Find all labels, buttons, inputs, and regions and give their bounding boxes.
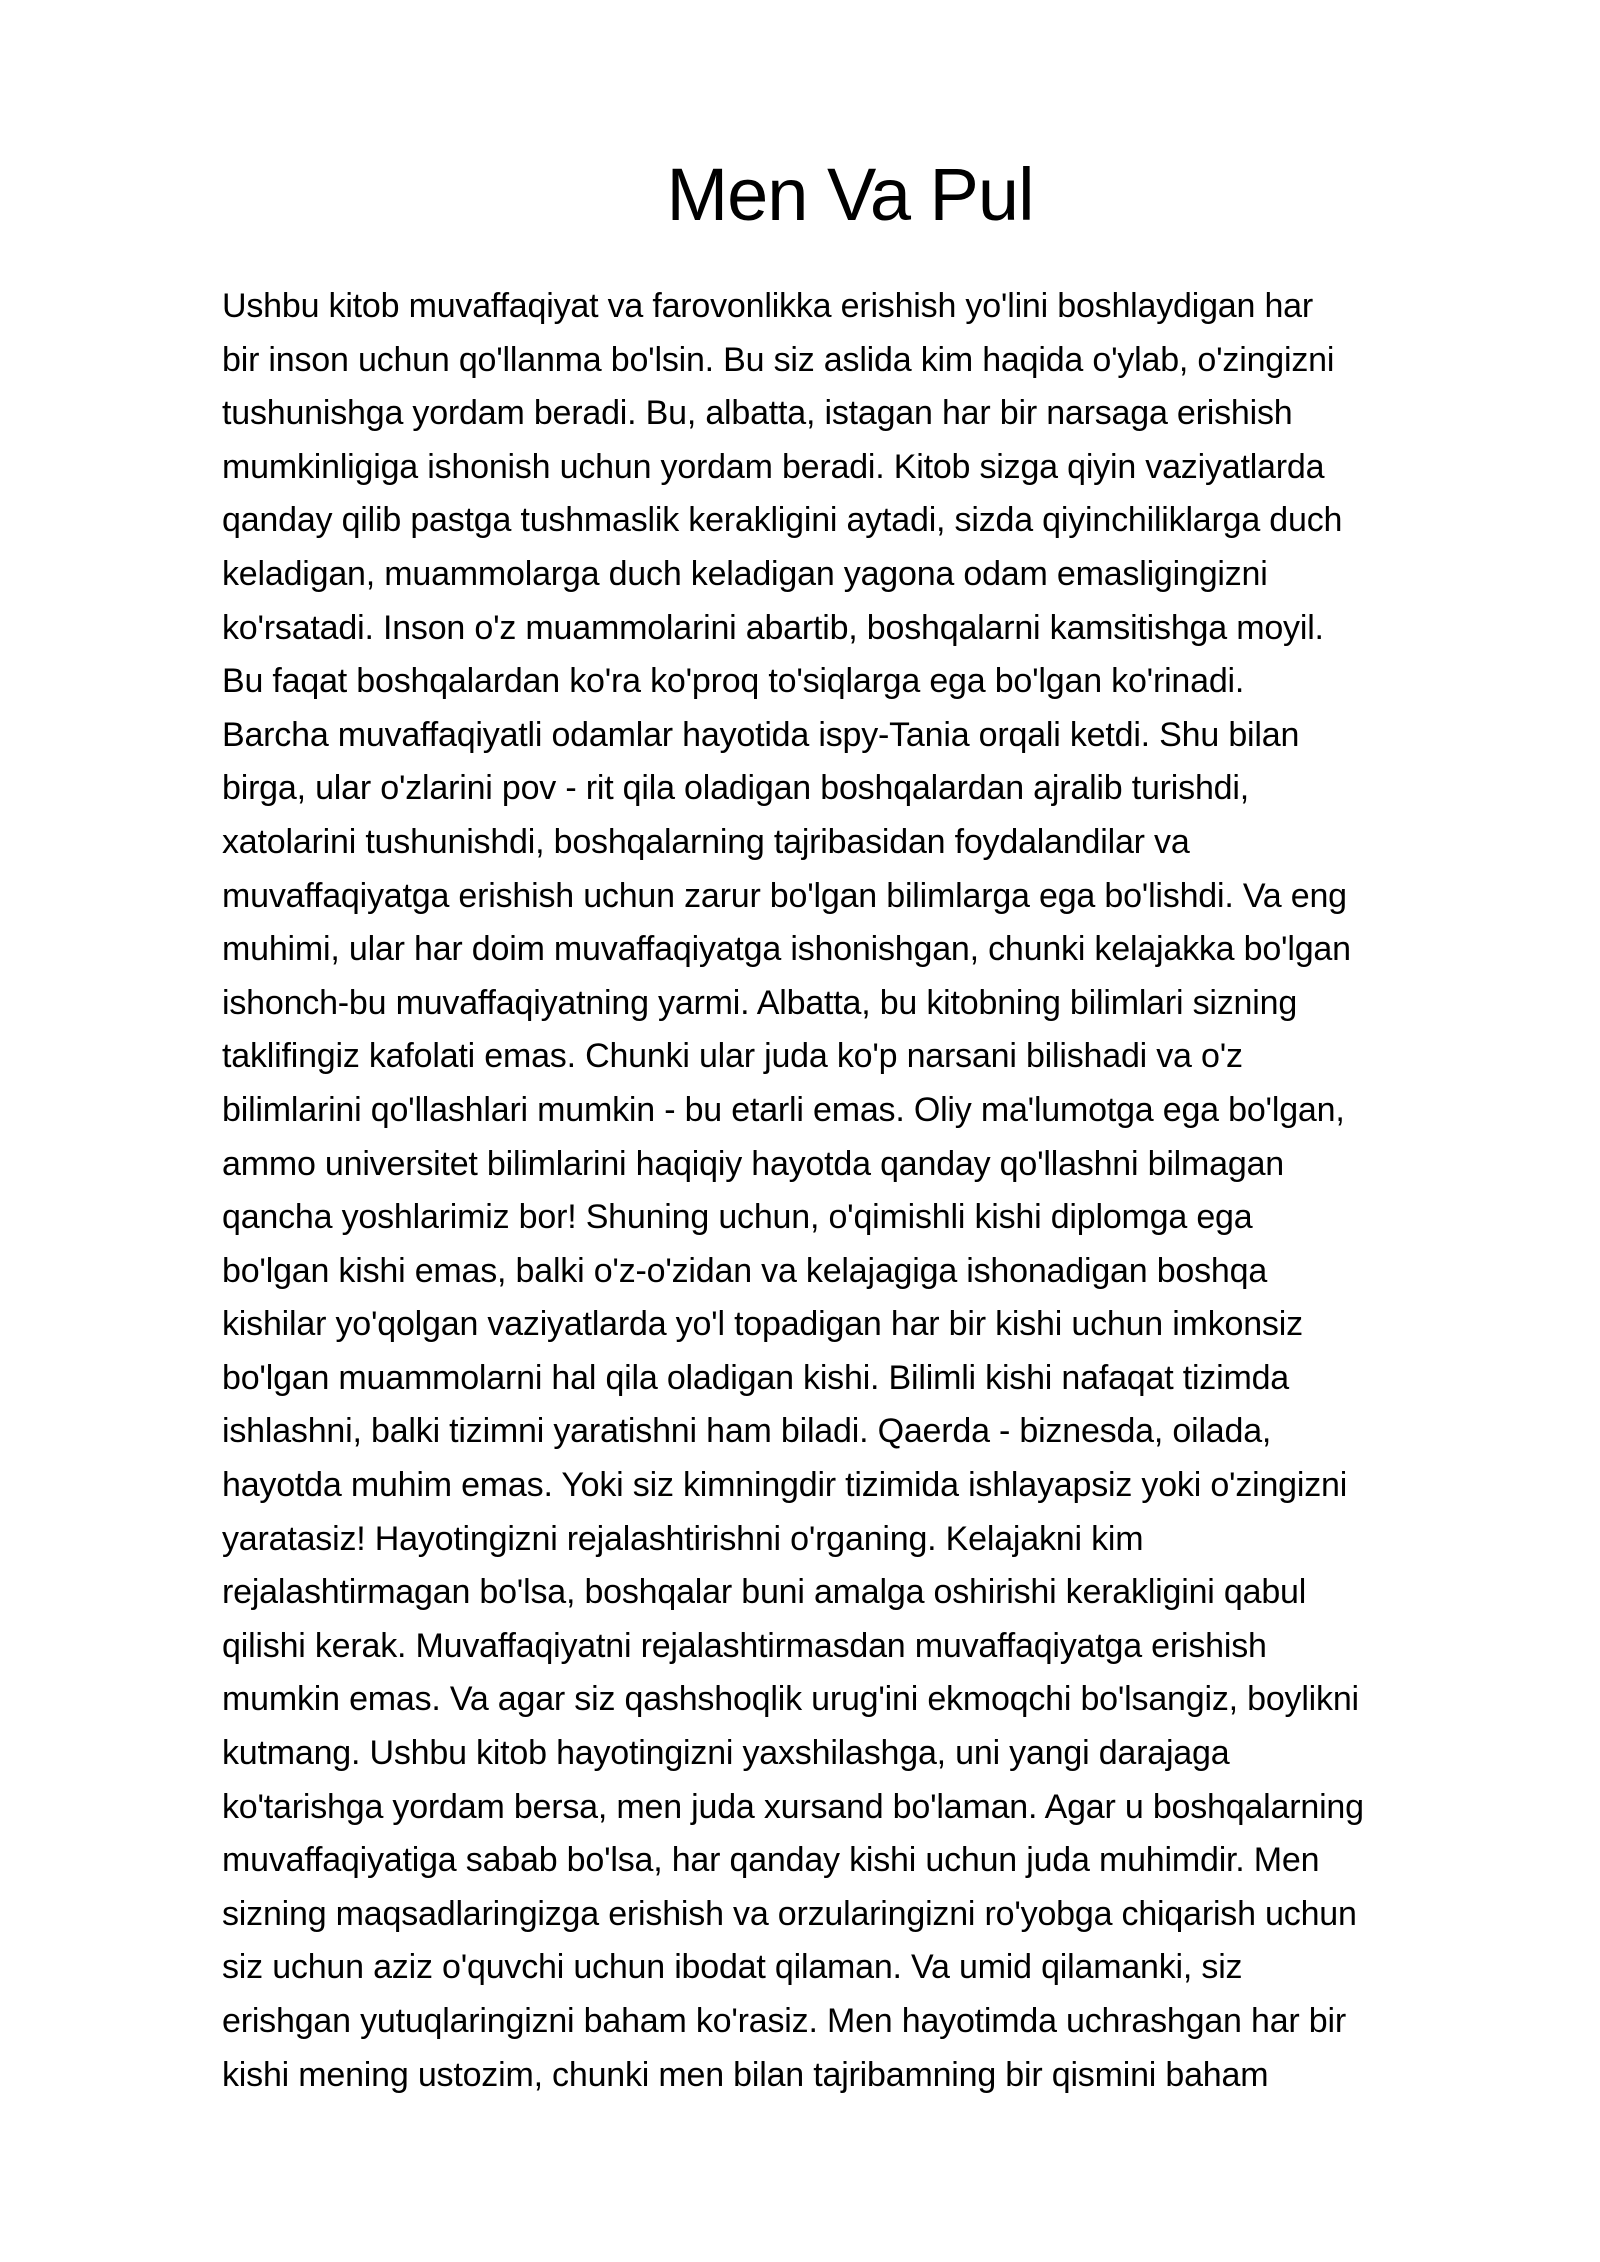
document-title: Men Va Pul	[666, 153, 1034, 236]
text-line: ishlashni, balki tizimni yaratishni ham biladi. Qaerda - biznesda, oilada,	[222, 1412, 1272, 1451]
text-line: Bu faqat boshqalardan ko'ra ko'proq to'siqlarga ega bo'lgan ko'rinadi.	[222, 662, 1245, 701]
text-line: Ushbu kitob muvaffaqiyat va farovonlikka erishish yo'lini boshlaydigan har	[222, 287, 1313, 325]
text-line: ammo universitet bilimlarini haqiqiy hayotda qanday qo'llashni bilmagan	[222, 1144, 1284, 1183]
text-line: tushunishga yordam beradi. Bu, albatta, istagan har bir narsaga erishish	[222, 394, 1293, 433]
text-line: bo'lgan muammolarni hal qila oladigan kishi. Bilimli kishi nafaqat tizimda	[222, 1358, 1289, 1397]
text-line: muhimi, ular har doim muvaffaqiyatga ishonishgan, chunki kelajakka bo'lgan	[222, 930, 1351, 969]
text-line: muvaffaqiyatga erishish uchun zarur bo'lgan bilimlarga ega bo'lishdi. Va eng	[222, 876, 1347, 915]
text-line: qancha yoshlarimiz bor! Shuning uchun, o'qimishli kishi diplomga ega	[222, 1198, 1253, 1237]
text-line: ishonch-bu muvaffaqiyatning yarmi. Albatta, bu kitobning bilimlari sizning	[222, 983, 1298, 1022]
text-line: kishilar yo'qolgan vaziyatlarda yo'l topadigan har bir kishi uchun imkonsiz	[222, 1305, 1303, 1344]
text-line: bir inson uchun qo'llanma bo'lsin. Bu siz aslida kim haqida o'ylab, o'zingizni	[222, 340, 1335, 379]
text-line: bo'lgan kishi emas, balki o'z-o'zidan va kelajagiga ishonadigan boshqa	[222, 1251, 1268, 1290]
text-line: hayotda muhim emas. Yoki siz kimningdir tizimida ishlayapsiz yoki o'zingizni	[222, 1466, 1348, 1505]
text-line: kishi mening ustozim, chunki men bilan tajribamning bir qismini baham	[222, 2055, 1269, 2094]
text-line: xatolarini tushunishdi, boshqalarning tajribasidan foydalandilar va	[222, 822, 1190, 861]
text-line: mumkinligiga ishonish uchun yordam beradi. Kitob sizga qiyin vaziyatlarda	[222, 447, 1325, 486]
text-line: taklifingiz kafolati emas. Chunki ular juda ko'p narsani bilishadi va o'z	[222, 1037, 1243, 1076]
text-line: muvaffaqiyatiga sabab bo'lsa, har qanday kishi uchun juda muhimdir. Men	[222, 1841, 1320, 1880]
text-line: qanday qilib pastga tushmaslik kerakligini aytadi, sizda qiyinchiliklarga duch	[222, 501, 1343, 540]
text-line: mumkin emas. Va agar siz qashshoqlik urug'ini ekmoqchi bo'lsangiz, boylikni	[222, 1680, 1359, 1719]
text-line: ko'tarishga yordam bersa, men juda xursand bo'laman. Agar u boshqalarning	[222, 1787, 1364, 1826]
document-body	[222, 280, 1478, 2102]
text-line: rejalashtirmagan bo'lsa, boshqalar buni amalga oshirishi kerakligini qabul	[222, 1573, 1307, 1612]
text-line: Barcha muvaffaqiyatli odamlar hayotida ispy-Tania orqali ketdi. Shu bilan	[222, 715, 1300, 754]
text-line: birga, ular o'zlarini pov - rit qila oladigan boshqalardan ajralib turishdi,	[222, 769, 1249, 808]
text-line: bilimlarini qo'llashlari mumkin - bu etarli emas. Oliy ma'lumotga ega bo'lgan,	[222, 1090, 1345, 1129]
text-line: sizning maqsadlaringizga erishish va orzularingizni ro'yobga chiqarish uchun	[222, 1894, 1357, 1933]
text-line: keladigan, muammolarga duch keladigan yagona odam emasligingizni	[222, 554, 1268, 593]
text-line: kutmang. Ushbu kitob hayotingizni yaxshilashga, uni yangi darajaga	[222, 1734, 1230, 1773]
text-line: siz uchun aziz o'quvchi uchun ibodat qilaman. Va umid qilamanki, siz	[222, 1948, 1243, 1987]
text-line: yaratasiz! Hayotingizni rejalashtirishni o'rganing. Kelajakni kim	[222, 1519, 1144, 1558]
text-line: ko'rsatadi. Inson o'z muammolarini abartib, boshqalarni kamsitishga moyil.	[222, 608, 1324, 647]
text-line: erishgan yutuqlaringizni baham ko'rasiz. Men hayotimda uchrashgan har bir	[222, 2002, 1346, 2040]
text-line: qilishi kerak. Muvaffaqiyatni rejalashtirmasdan muvaffaqiyatga erishish	[222, 1626, 1267, 1665]
